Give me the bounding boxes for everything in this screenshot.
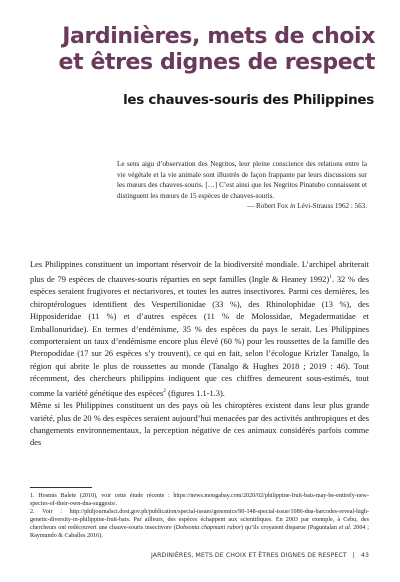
paragraph-1-part-a: Les Philippines constituent un important réservoir de la biodiversité mondiale. L’archipel abriterait plus de 79 espèces de chauves-souris réparties en sept familles (Ingle & Heaney 1992) — [30, 260, 369, 285]
page-number: 43 — [360, 552, 369, 559]
footnote-1-text: Hosmis Balete (2010), voir cette étude récente : https://news.mongabay.com/2020/02/philippine-fruit-bats-may-be-entirely-new-species-of-their-own-dna-suggests/. — [30, 493, 369, 508]
epigraph — [117, 159, 367, 212]
paragraph-1-part-b: . 32 % des espèces seraient frugivores et nectarivores, et toutes les autres insectivores. Parmi ces dernières, les chiroptérologues identifient des Vespertilionidae (33 %), des Rhinolophidae (13 %), des Hipposideridae (11 %) et d’autres espèces (11 % de Molossidae, Megadermatidae et Emballonuridae). En termes d’endémisme, 35 % des espèces du pays le serait. Les Philippines comporteraient un taux d’endémisme encore plus élevé (60 %) pour les roussettes de la famille des Pteropodidae (17 sur 26 espèces s’y trouvent), ce qui en fait, selon l’écologue Krizler Tanalgo, la région qui abrite le plus de roussettes au monde (Tanalgo & Hughes 2018 ; 2019 : 46). Tout récemment, des chercheurs philippins indiquent que ces chiffres demeurent sous-estimés, tout comme la variété génétique des espèces — [30, 275, 369, 399]
footnote-2-text-a: Voir : http://philjournalsci.dost.gov.ph/publication/special-issues/genomics/90-148-special-issue/1086-dna-barcodes-reveal-high-genetic-diversity-in-philippine-fruit-bats. Par ailleurs, des espèces échappent aux scientifiques. En 2003 par exemple, à Cebu, des chercheurs ont redécouvert une chauve-souris insectivore ( — [30, 509, 369, 532]
footnote-1 — [30, 492, 369, 508]
footnote-2-number: 2. — [30, 509, 35, 516]
footnote-2-species-name: Dobsonia chapmani rabor — [175, 525, 242, 532]
footnotes — [30, 492, 369, 541]
epigraph-attribution-in: in — [289, 202, 296, 211]
paragraph-2: Même si les Philippines constituent un des pays où les chiroptères existent dans leur plus grande variété, plus de 20 % des espèces seraient aujourd’hui menacées par des activités anthropiques et des changements environnementaux, la perception négative de ces animaux considérés parfois comme des — [30, 401, 369, 448]
footnote-ref-1[interactable]: 1 — [329, 274, 332, 281]
running-footer — [151, 552, 369, 559]
chapter-title — [30, 24, 375, 76]
footnote-2 — [30, 508, 369, 540]
running-title: JARDINIÈRES, METS DE CHOIX ET ÊTRES DIGNES DE RESPECT — [150, 552, 347, 559]
epigraph-attribution-suffix: Lévi-Strauss 1962 : 563. — [295, 202, 367, 211]
body-text — [30, 259, 369, 450]
footnote-2-text-b: ) qu’ils croyaient disparue (Paguntalan — [241, 525, 339, 532]
footnote-divider — [30, 487, 92, 488]
footnote-1-number: 1. — [30, 493, 35, 499]
footnote-2-text-c: 2004 ; Raymundo & Caballes 2016). — [30, 525, 369, 540]
footnote-2-etal: et al. — [338, 525, 352, 532]
chapter-title-line-2: et êtres dignes de respect — [58, 50, 375, 75]
footnote-ref-2[interactable]: 2 — [163, 388, 166, 395]
paragraph-1 — [30, 259, 369, 400]
footer-separator: | — [352, 552, 355, 559]
epigraph-attribution — [117, 201, 367, 212]
paragraph-1-part-c: (figures 1.1-1.3). — [166, 389, 225, 399]
epigraph-attribution-prefix: — Robert Fox — [247, 202, 290, 211]
epigraph-text: Le sens aigu d’observation des Negritos, leur pleine conscience des relations entre la vie végétale et la vie animale sont illustrés de façon frappante par leurs discussions sur les mœurs des chauves-souris. […] C’est ainsi que les Negritos Pinatubo connaissent et distinguent les mœurs de 15 espèces de chauves-souris. — [117, 160, 367, 200]
chapter-title-line-1: Jardinières, mets de choix — [62, 24, 375, 49]
chapter-subtitle: les chauves-souris des Philippines — [123, 92, 374, 108]
